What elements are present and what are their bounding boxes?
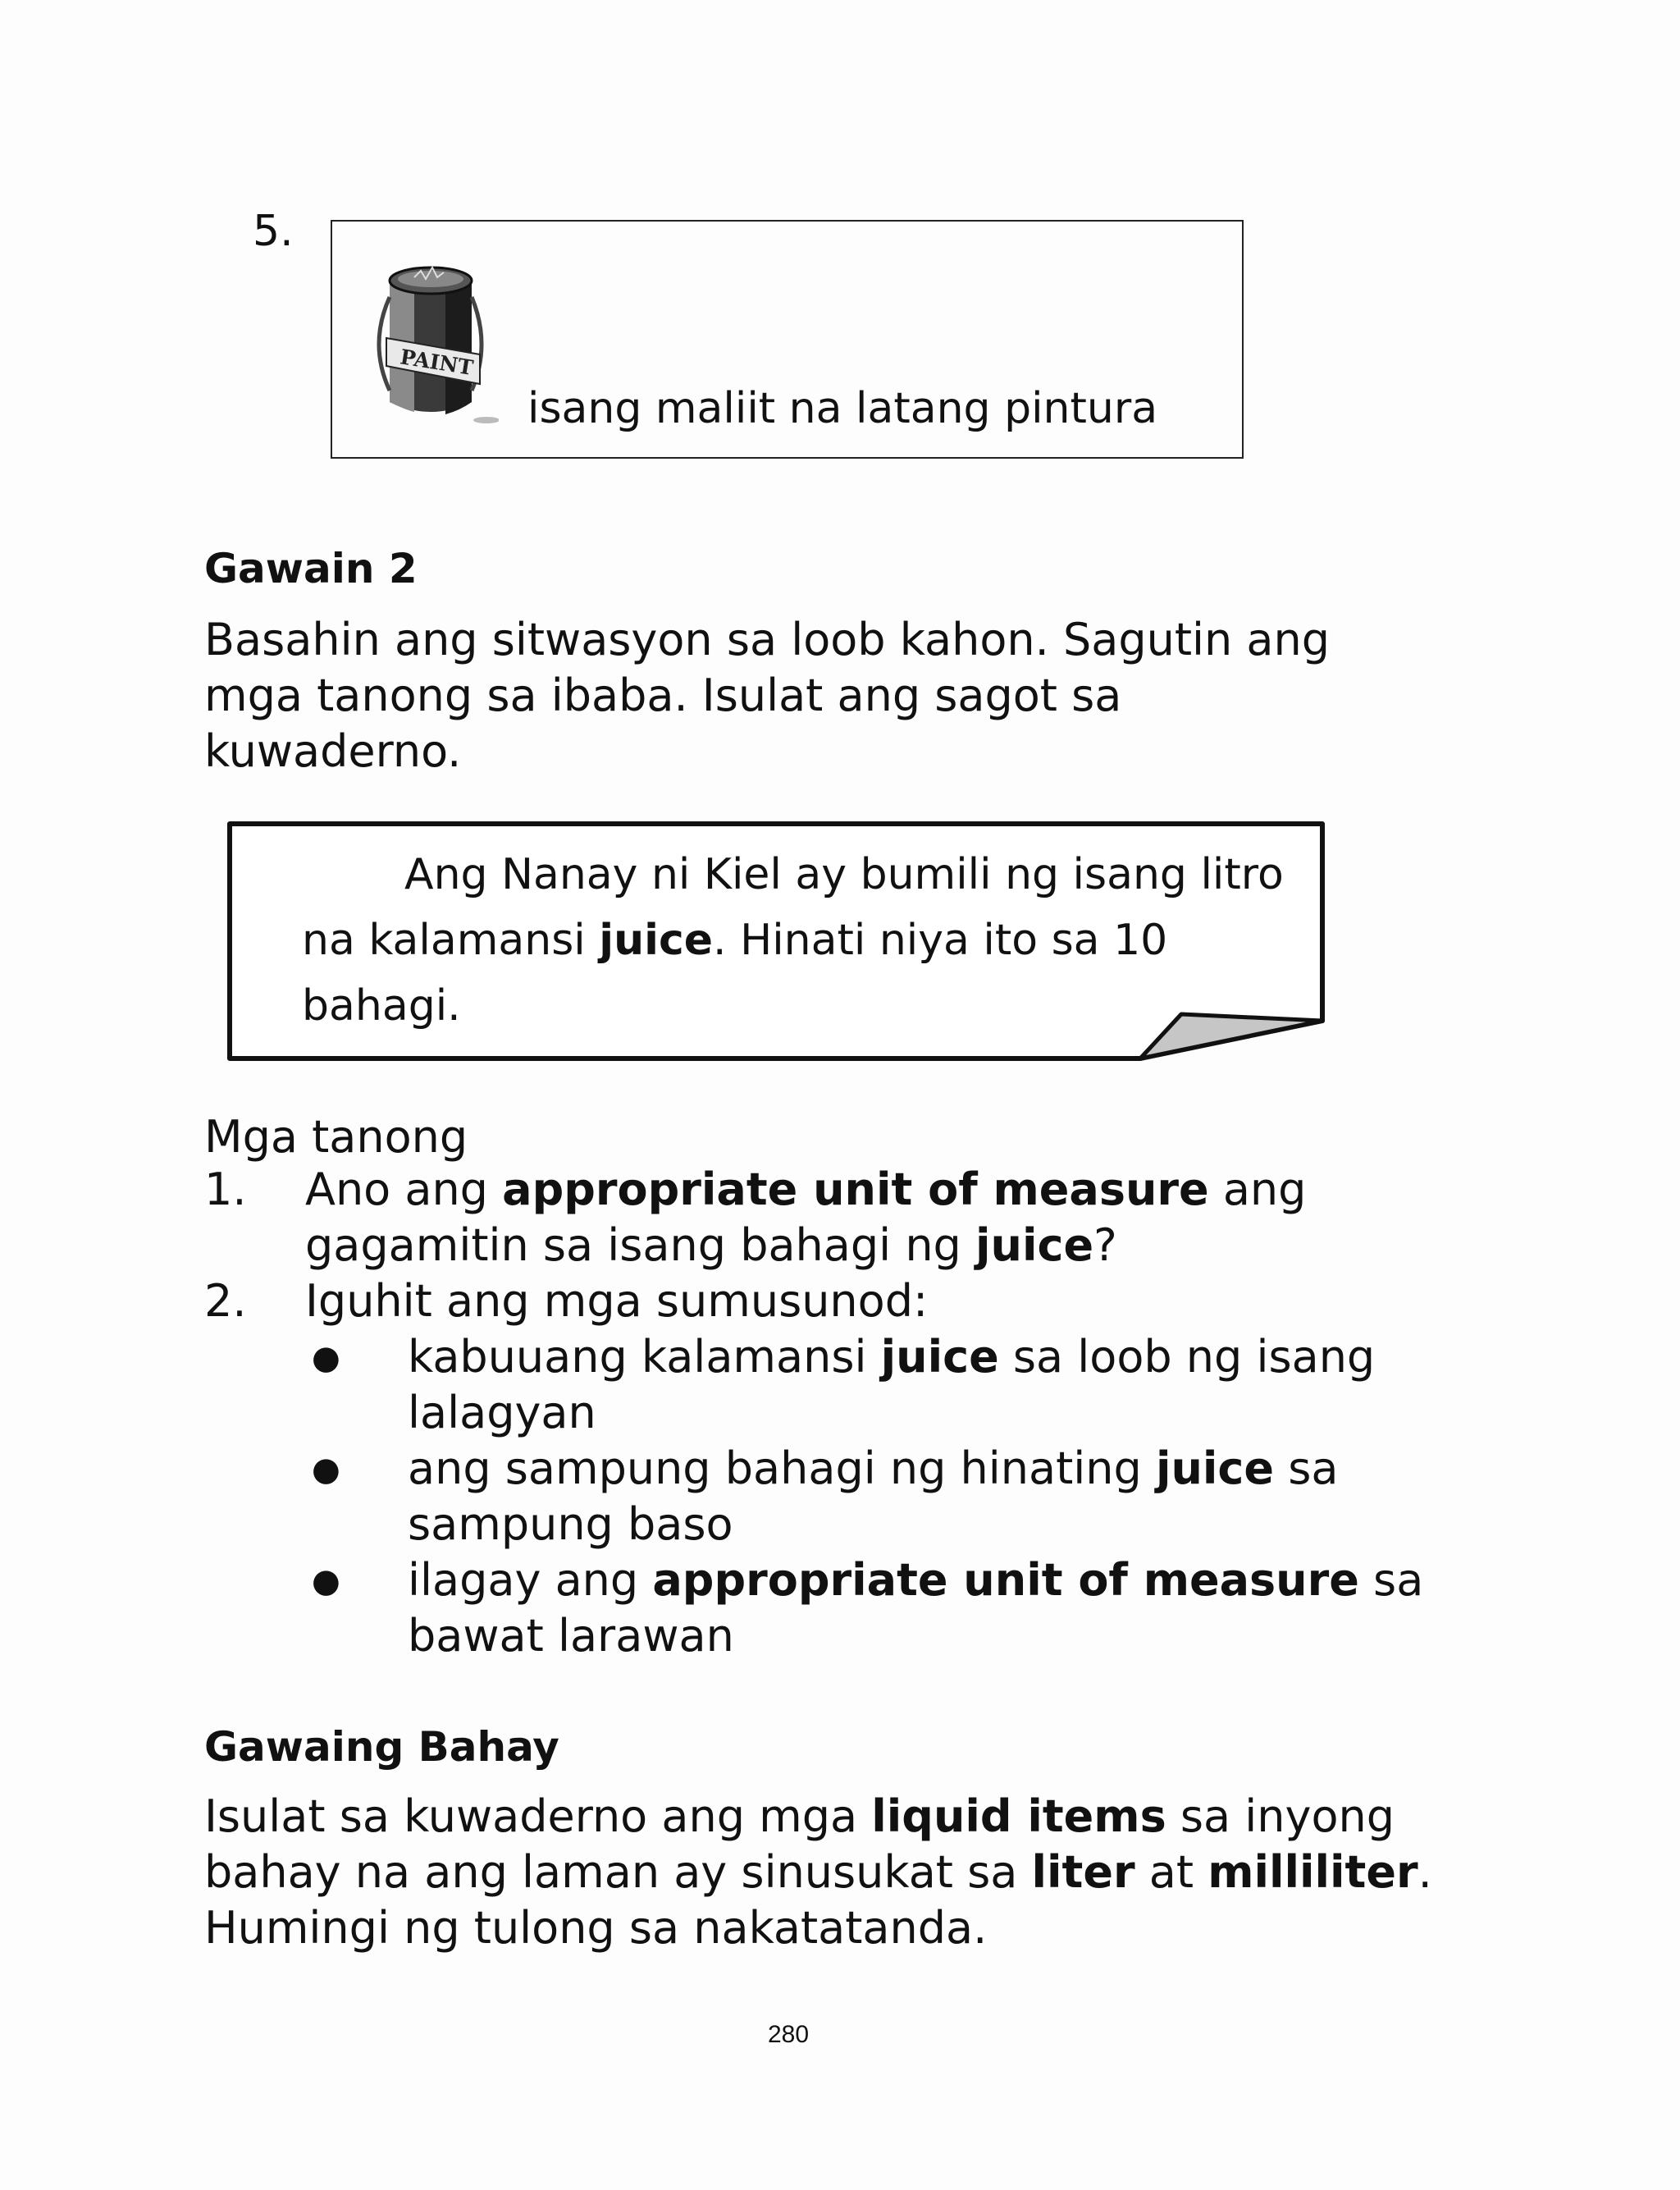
text-run: ilagay ang xyxy=(408,1554,653,1606)
text-run: bahay na ang laman ay sinusukat sa xyxy=(204,1846,1032,1898)
bold-term: liquid items xyxy=(871,1790,1166,1842)
question-number: 1. xyxy=(204,1164,247,1215)
bullet-text xyxy=(408,1442,1338,1494)
situation-line: Ang Nanay ni Kiel ay bumili ng isang litro xyxy=(404,850,1284,899)
bullet-text xyxy=(408,1331,1375,1383)
situation-line: bahagi. xyxy=(302,981,461,1031)
text-run: . xyxy=(1418,1846,1432,1898)
bullet-text: bawat larawan xyxy=(408,1610,734,1662)
paragraph-line xyxy=(204,1790,1395,1842)
bold-term: juice xyxy=(1155,1442,1275,1494)
bold-term: juice xyxy=(880,1331,999,1383)
situation-box xyxy=(226,821,1326,1063)
paragraph-line xyxy=(204,1846,1432,1898)
instruction-line: mga tanong sa ibaba. Isulat ang sagot sa xyxy=(204,670,1122,721)
bold-term: appropriate unit of measure xyxy=(652,1554,1359,1606)
situation-text xyxy=(302,842,1303,1039)
bold-term: appropriate unit of measure xyxy=(502,1164,1209,1215)
bold-term: liter xyxy=(1031,1846,1135,1898)
item-number: 5. xyxy=(253,207,294,256)
question-text: Iguhit ang mga sumusunod: xyxy=(305,1275,929,1327)
text-run: sa xyxy=(1274,1442,1339,1494)
question-text xyxy=(305,1219,1117,1271)
text-run: Ano ang xyxy=(305,1164,503,1215)
item-label: isang maliit na latang pintura xyxy=(527,384,1158,433)
situation-line: na kalamansi xyxy=(302,916,600,965)
text-run: kabuuang kalamansi xyxy=(408,1331,881,1383)
text-run: ? xyxy=(1093,1219,1117,1271)
text-run: gagamitin sa isang bahagi ng xyxy=(305,1219,975,1271)
text-run: sa loob ng isang xyxy=(998,1331,1376,1383)
paint-can-icon xyxy=(363,246,499,427)
bold-term: juice xyxy=(599,916,714,965)
text-run: ang sampung bahagi ng hinating xyxy=(408,1442,1156,1494)
section-title: Gawaing Bahay xyxy=(204,1723,559,1771)
question-text xyxy=(305,1164,1306,1215)
bullet-text: sampung baso xyxy=(408,1498,733,1550)
bullet-text: lalagyan xyxy=(408,1387,596,1438)
bullet-text xyxy=(408,1554,1423,1606)
questions-title: Mga tanong xyxy=(204,1111,468,1163)
situation-line: . Hinati niya ito sa 10 xyxy=(713,916,1168,965)
paint-can-label: PAINT xyxy=(398,345,475,380)
text-run: sa inyong xyxy=(1166,1790,1395,1842)
text-run: Isulat sa kuwaderno ang mga xyxy=(204,1790,872,1842)
paragraph-line: Humingi ng tulong sa nakatatanda. xyxy=(204,1902,988,1954)
instructions xyxy=(204,612,1330,780)
text-run: at xyxy=(1134,1846,1208,1898)
bullet-icon: ● xyxy=(312,1451,340,1488)
text-run: ang xyxy=(1208,1164,1307,1215)
page-number: 280 xyxy=(767,2021,810,2048)
bullet-icon: ● xyxy=(312,1339,340,1377)
bold-term: milliliter xyxy=(1208,1846,1418,1898)
section-title: Gawain 2 xyxy=(204,545,418,592)
instruction-line: kuwaderno. xyxy=(204,725,462,777)
item-box xyxy=(331,220,1244,459)
instruction-line: Basahin ang sitwasyon sa loob kahon. Sagutin ang xyxy=(204,614,1330,665)
question-number: 2. xyxy=(204,1275,247,1327)
bold-term: juice xyxy=(975,1219,1094,1271)
bullet-icon: ● xyxy=(312,1562,340,1600)
text-run: sa xyxy=(1358,1554,1424,1606)
